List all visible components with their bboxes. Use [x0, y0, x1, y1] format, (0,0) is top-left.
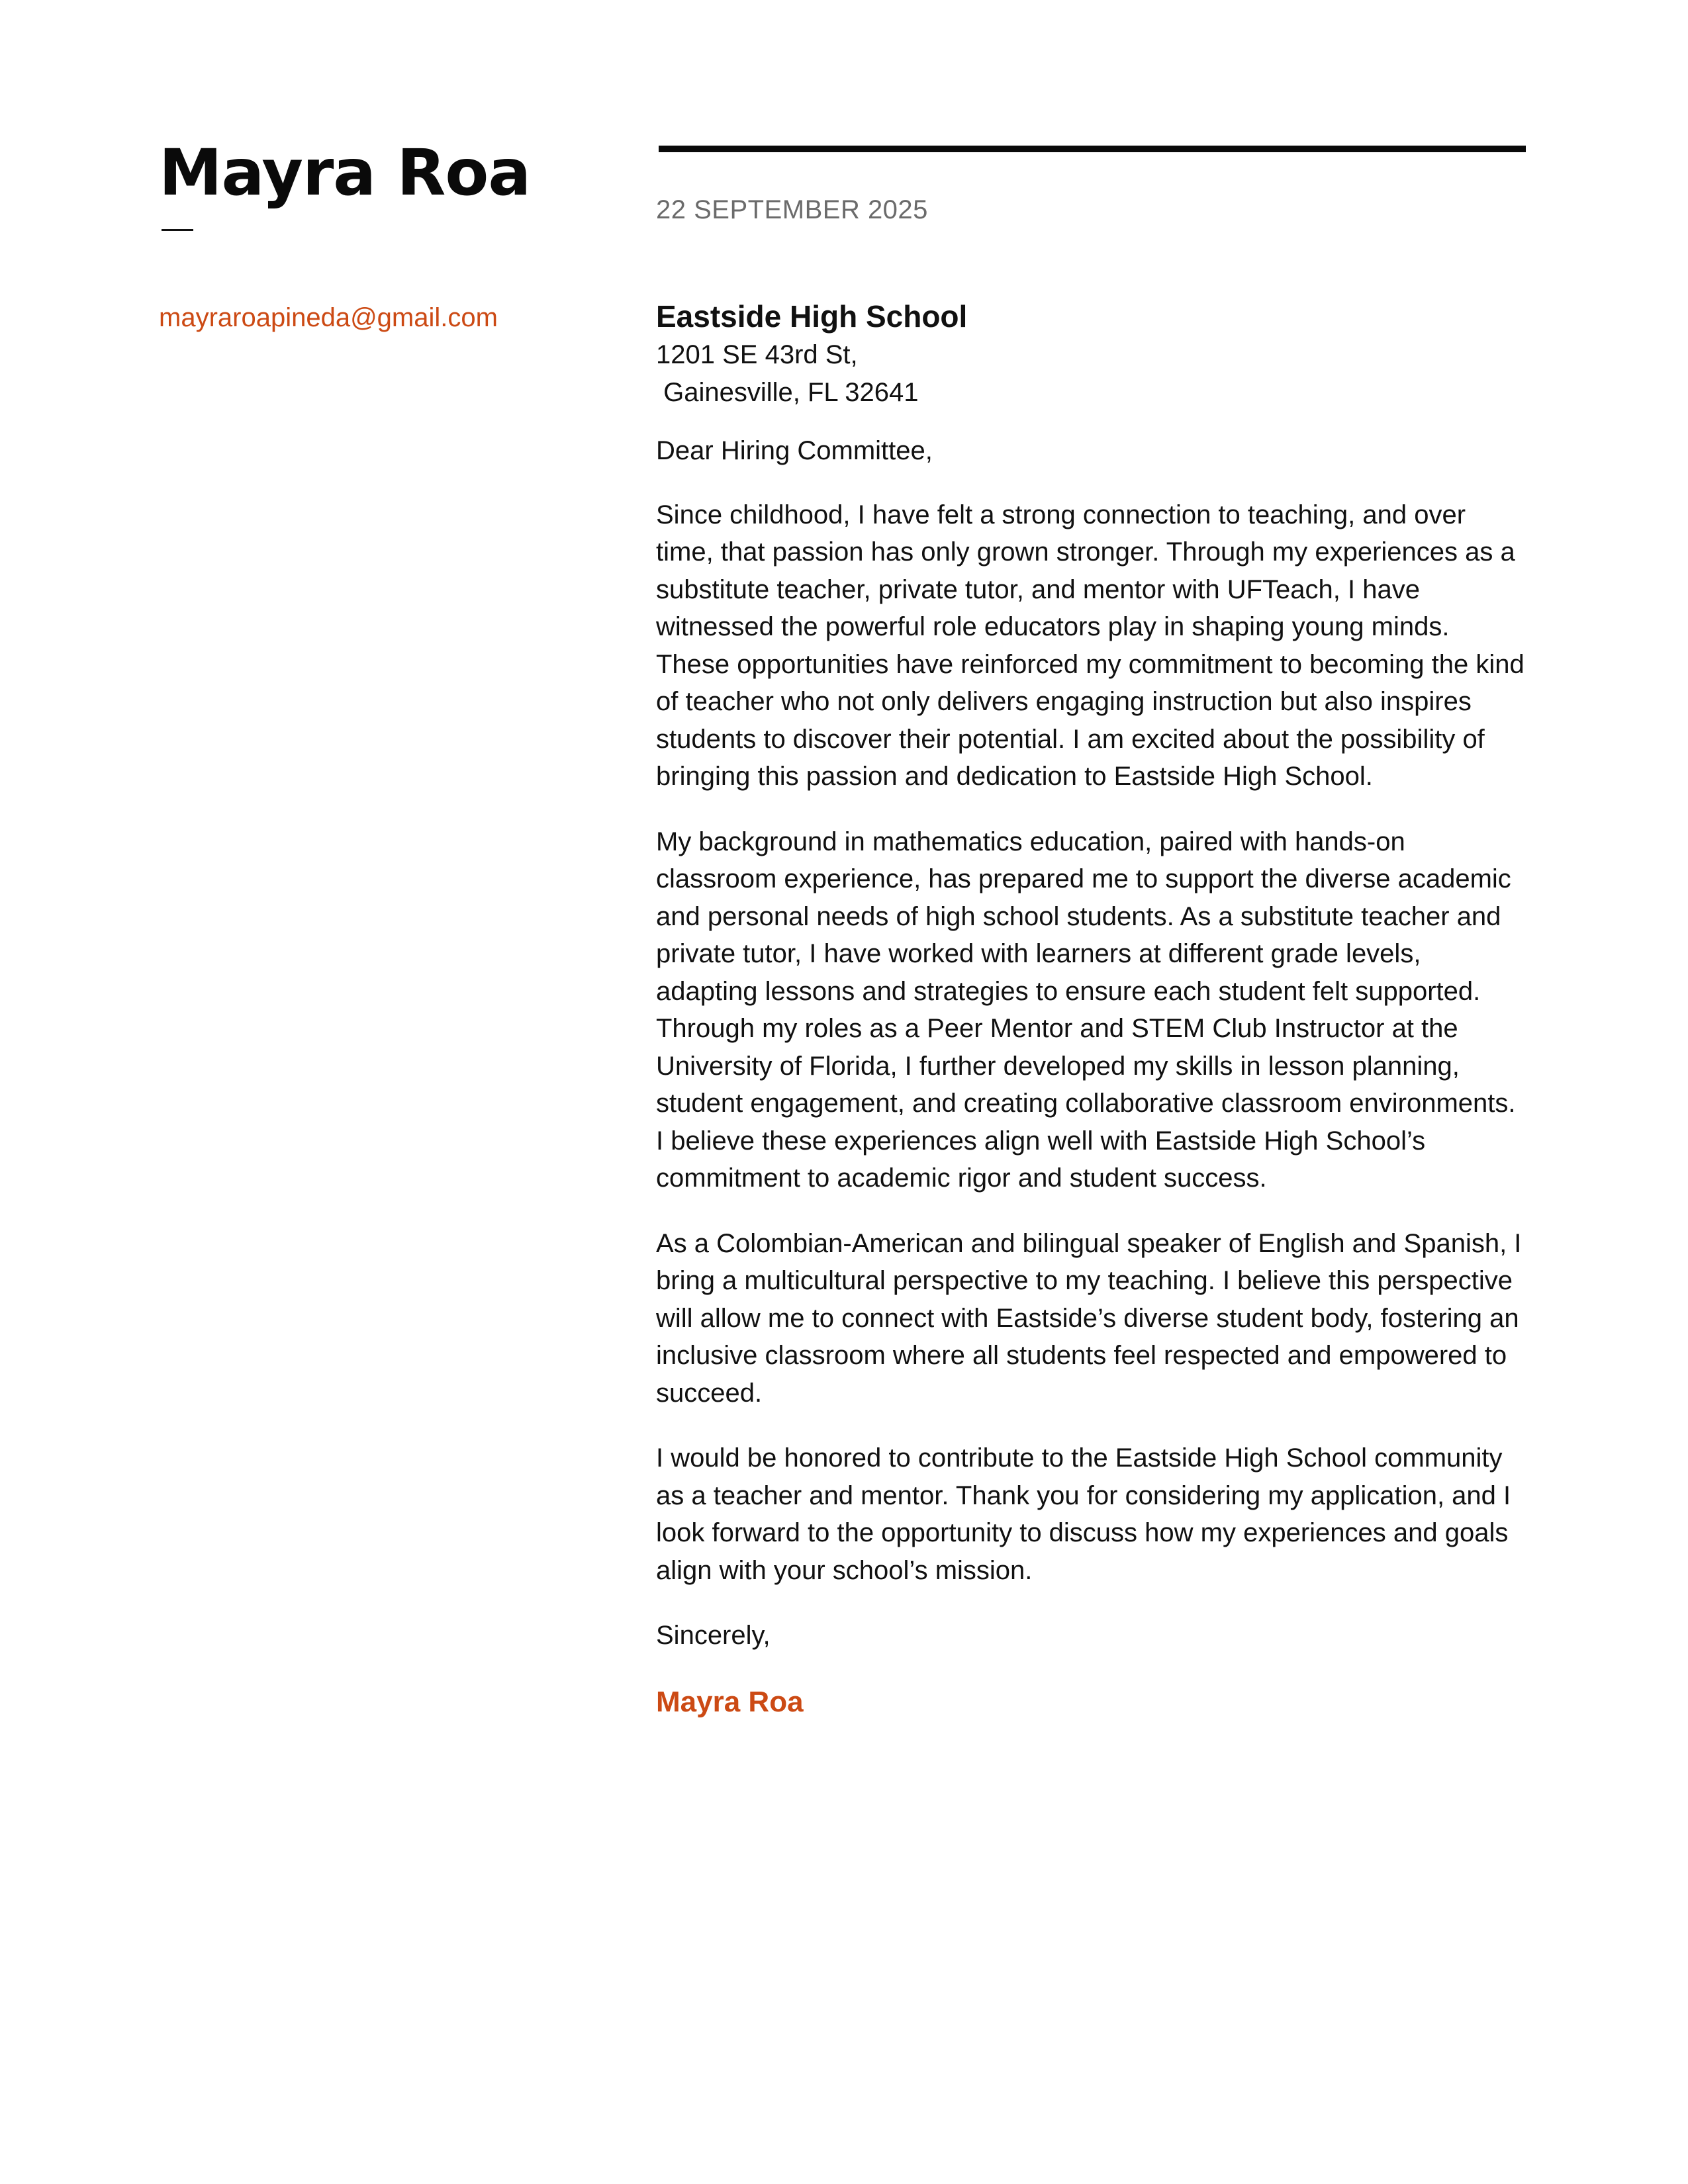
paragraph-1: Since childhood, I have felt a strong connection to teaching, and over time, that passion has only grown stronger. Through my experiences as a substitute teacher, private tutor, and mentor with UFTeach, I have witnessed the powerful role educators play in shaping young minds. These opportunities have reinforced my commitment to becoming the kind of teacher who not only delivers engaging instruction but also inspires students to discover their potential. I am excited about the possibility of bringing this passion and dedication to Eastside High School.: [656, 500, 1524, 791]
signature: Mayra Roa: [656, 1685, 804, 1718]
recipient-address-line-2: Gainesville, FL 32641: [656, 377, 919, 407]
paragraph-3: As a Colombian-American and bilingual speaker of English and Spanish, I bring a multicultural perspective to my teaching. I believe this perspective will allow me to connect with Eastside’s diverse student body, fostering an inclusive classroom where all students feel respected and empowered to succeed.: [656, 1228, 1522, 1408]
closing: Sincerely,: [656, 1621, 771, 1650]
header-rule: [659, 146, 1526, 152]
greeting: Dear Hiring Committee,: [656, 436, 933, 465]
letter-date: 22 SEPTEMBER 2025: [656, 195, 928, 224]
recipient-address-line-1: 1201 SE 43rd St,: [656, 340, 858, 369]
letter-body: [656, 296, 1530, 1721]
recipient-name: Eastside High School: [656, 299, 968, 334]
sender-name: Mayra Roa: [159, 136, 531, 210]
name-divider: [162, 229, 193, 231]
sender-email-link[interactable]: mayraroapineda@gmail.com: [159, 303, 498, 332]
paragraph-2: My background in mathematics education, paired with hands-on classroom experience, has prepared me to support the diverse academic and personal needs of high school students. As a substitute teacher and private tutor, I have worked with learners at different grade levels, adapting lessons and strategies to ensure each student felt supported. Through my roles as a Peer Mentor and STEM Club Instructor at the University of Florida, I further developed my skills in lesson planning, student engagement, and creating collaborative classroom environments. I believe these experiences align well with Eastside High School’s commitment to academic rigor and student success.: [656, 827, 1516, 1193]
paragraph-4: I would be honored to contribute to the Eastside High School community as a teacher and mentor. Thank you for considering my application, and I look forward to the opportunity to discuss how my experiences and goals align with your school’s mission.: [656, 1443, 1511, 1585]
